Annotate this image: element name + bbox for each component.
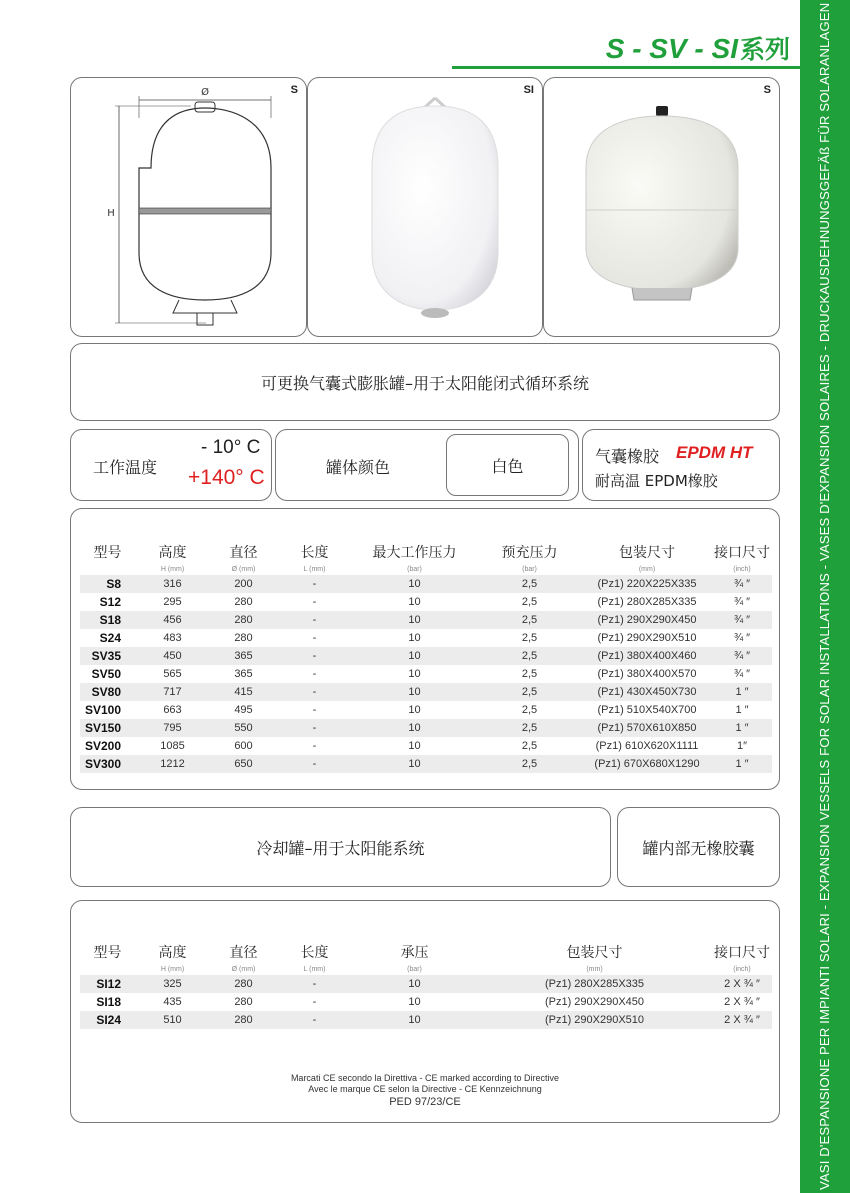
- section1-heading: 可更换气囊式膨胀罐–用于太阳能闭式循环系统: [260, 373, 589, 393]
- table1-header: 型号: [93, 544, 122, 560]
- table-row: [80, 575, 772, 593]
- table-cell: 10: [408, 668, 421, 680]
- table-cell: 10: [352, 683, 477, 701]
- table-cell: 1 ″: [712, 755, 772, 773]
- table2-unit: (bar): [407, 965, 422, 973]
- table-cell: 1 ″: [712, 719, 772, 737]
- table1-unit: [80, 563, 135, 575]
- table-cell: (Pz1) 570X610X850: [582, 719, 712, 737]
- table-cell: (Pz1) 610X620X1111: [595, 740, 699, 752]
- table2-header: 长度: [300, 944, 329, 960]
- table1-unit: (bar): [522, 565, 537, 573]
- table-row: [80, 755, 772, 773]
- page-title: [606, 30, 790, 66]
- table-cell: 2,5: [477, 755, 582, 773]
- table-row: [80, 1011, 772, 1029]
- model-cell: SV100: [84, 703, 121, 717]
- table2-unit: [80, 963, 135, 975]
- table-cell: (Pz1) 220X225X335: [582, 575, 712, 593]
- photo-si-tag: SI: [523, 84, 534, 96]
- table-cell: -: [312, 740, 317, 752]
- temp-max: +140° C: [188, 466, 265, 489]
- table-cell: 2,5: [477, 683, 582, 701]
- table-cell: 316: [135, 575, 210, 593]
- table-cell: 2 X ¾ ″: [712, 975, 772, 993]
- table-cell: 365: [234, 668, 253, 680]
- table2-unit: L (mm): [303, 965, 326, 973]
- section2-note: 罐内部无橡胶囊: [642, 838, 755, 858]
- membrane-box: [582, 429, 780, 501]
- table-cell: 2,5: [521, 704, 538, 716]
- table2-unit: Ø (mm): [231, 965, 256, 973]
- table-cell: 10: [352, 719, 477, 737]
- table1-header: 直径: [229, 544, 258, 560]
- table2-header: 接口尺寸: [714, 944, 770, 960]
- table-row: [80, 975, 772, 993]
- s-vessel-illustration: [544, 78, 779, 336]
- table-row: [80, 665, 772, 683]
- section2-note-box: [617, 807, 780, 887]
- table-cell: 495: [234, 704, 253, 716]
- photo-s-tag: S: [763, 84, 771, 96]
- table-cell: 10: [408, 704, 421, 716]
- table-cell: 650: [210, 755, 277, 773]
- table-row: [80, 701, 772, 719]
- table2-header: 型号: [93, 944, 122, 960]
- table-cell: -: [312, 668, 317, 680]
- table2-unit: (mm): [586, 965, 603, 973]
- table-cell: 280: [210, 611, 277, 629]
- table-cell: -: [277, 575, 352, 593]
- table-cell: 550: [210, 719, 277, 737]
- table-cell: 795: [135, 719, 210, 737]
- membrane-brand: EPDM HT: [676, 443, 753, 462]
- table-cell: 10: [352, 611, 477, 629]
- table-cell: 450: [135, 647, 210, 665]
- table-cell: 1 ″: [735, 704, 749, 716]
- model-cell: SV200: [84, 739, 121, 753]
- ce-line-1: Marcati CE secondo la Direttiva - CE marked according to Directive: [290, 1073, 560, 1083]
- table1-header: 包装尺寸: [619, 544, 675, 560]
- table1-unit: (mm): [638, 565, 656, 573]
- ce-line-2: Avec le marque CE selon la Directive - CE Kennzeichnung: [308, 1084, 542, 1094]
- table-cell: 663: [163, 704, 182, 716]
- model-cell: S12: [99, 595, 121, 609]
- color-value: 白色: [491, 456, 524, 476]
- si-vessel-illustration: [308, 78, 542, 336]
- table-cell: 280: [234, 632, 253, 644]
- model-cell: S18: [80, 611, 135, 629]
- table-cell: 510: [135, 1011, 210, 1029]
- table-cell: 1085: [160, 740, 185, 752]
- table-cell: 2,5: [477, 575, 582, 593]
- table-row: [80, 993, 772, 1011]
- membrane-desc: 耐高温 EPDM橡胶: [595, 472, 718, 490]
- model-cell: SV50: [91, 667, 121, 681]
- table-cell: 600: [234, 740, 253, 752]
- table-cell: 1″: [736, 740, 747, 752]
- table-cell: 280: [234, 996, 253, 1008]
- table-cell: -: [277, 611, 352, 629]
- table-cell: 415: [210, 683, 277, 701]
- table-cell: -: [312, 704, 317, 716]
- color-value-box: [446, 434, 569, 496]
- table-row: [80, 647, 772, 665]
- table-row: [80, 683, 772, 701]
- table-cell: (Pz1) 380X400X570: [597, 668, 697, 680]
- model-cell: SV150: [80, 719, 135, 737]
- table1-unit-row: [80, 563, 772, 575]
- specs-table-si: [80, 941, 772, 1029]
- table-cell: -: [277, 975, 352, 993]
- table-cell: 10: [408, 996, 421, 1008]
- table1-header: 预充压力: [501, 544, 558, 560]
- table-cell: 10: [352, 1011, 477, 1029]
- table1-header: 长度: [300, 544, 329, 560]
- table-cell: 10: [352, 575, 477, 593]
- table-cell: 2,5: [477, 611, 582, 629]
- table-cell: 325: [135, 975, 210, 993]
- color-label: 罐体颜色: [326, 458, 391, 477]
- table1-unit: H (mm): [160, 565, 185, 573]
- table-cell: 2,5: [521, 668, 538, 680]
- tank-color-box: [275, 429, 579, 501]
- table-cell: (Pz1) 510X540X700: [597, 704, 697, 716]
- model-cell: SI24: [80, 1011, 135, 1029]
- table2-header: 高度: [158, 944, 187, 960]
- table1-body: [80, 575, 772, 773]
- model-cell: SV35: [80, 647, 135, 665]
- model-cell: S8: [80, 575, 135, 593]
- vessel-diagram-svg: [71, 78, 306, 336]
- temp-label: 工作温度: [93, 458, 158, 477]
- table-cell: (Pz1) 290X290X450: [582, 611, 712, 629]
- table-cell: 2,5: [477, 719, 582, 737]
- table-cell: 10: [352, 755, 477, 773]
- model-cell: SI18: [96, 995, 121, 1009]
- table1-unit: (inch): [733, 565, 751, 573]
- title-cn: 系列: [739, 36, 790, 64]
- sidebar-text: VASI D'ESPANSIONE PER IMPIANTI SOLARI - EXPANSION VESSELS FOR SOLAR INSTALLATIONS - VASES D'EXPANSION SOLAIRES - DRUCKAUSDEHNUNGSGEFÄß FÜR SOLARANLAGEN: [817, 2, 832, 1190]
- table-cell: (Pz1) 290X290X510: [597, 632, 697, 644]
- table-cell: 10: [408, 596, 421, 608]
- table1-unit: Ø (mm): [231, 565, 256, 573]
- table-row: [80, 719, 772, 737]
- table-cell: 456: [135, 611, 210, 629]
- table2-unit: (inch): [733, 965, 751, 973]
- table-cell: 200: [210, 575, 277, 593]
- table-cell: (Pz1) 280X285X335: [477, 975, 712, 993]
- temp-min: - 10° C: [201, 437, 261, 458]
- table-cell: -: [312, 632, 317, 644]
- table-row: [80, 611, 772, 629]
- table-cell: 10: [352, 975, 477, 993]
- table-cell: 483: [163, 632, 182, 644]
- table2-unit: H (mm): [160, 965, 185, 973]
- table1-unit: (bar): [407, 565, 422, 573]
- table-cell: 280: [210, 975, 277, 993]
- section2-heading: 冷却罐–用于太阳能系统: [256, 838, 425, 858]
- ce-line-3: PED 97/23/CE: [389, 1096, 461, 1108]
- table-cell: 10: [408, 632, 421, 644]
- table-cell: ¾ ″: [733, 596, 751, 608]
- table2-header: 承压: [400, 944, 429, 960]
- table-cell: 717: [135, 683, 210, 701]
- table-cell: (Pz1) 380X400X460: [582, 647, 712, 665]
- table-cell: 2 X ¾ ″: [712, 1011, 772, 1029]
- table1-header: 接口尺寸: [714, 544, 770, 560]
- table-cell: -: [277, 719, 352, 737]
- table-row: [80, 629, 772, 647]
- temperature-box: [70, 429, 272, 501]
- table-cell: 280: [210, 1011, 277, 1029]
- table-cell: 295: [163, 596, 182, 608]
- table-cell: 365: [210, 647, 277, 665]
- table2-header: 包装尺寸: [566, 944, 623, 960]
- table-cell: 1212: [135, 755, 210, 773]
- section2-heading-box: [70, 807, 611, 887]
- table-cell: (Pz1) 670X680X1290: [582, 755, 712, 773]
- table-cell: 2,5: [521, 632, 538, 644]
- technical-diagram: [70, 77, 307, 337]
- table-cell: 2 X ¾ ″: [724, 996, 760, 1008]
- table-cell: ¾ ″: [733, 632, 751, 644]
- table-cell: -: [277, 683, 352, 701]
- table-cell: 1 ″: [712, 683, 772, 701]
- table1-header-row: [80, 541, 772, 563]
- table-cell: 2,5: [477, 647, 582, 665]
- model-cell: S24: [99, 631, 121, 645]
- table-cell: -: [277, 1011, 352, 1029]
- table-cell: (Pz1) 290X290X510: [477, 1011, 712, 1029]
- table-cell: ¾ ″: [712, 647, 772, 665]
- table-cell: ¾ ″: [733, 668, 751, 680]
- table-row: [80, 593, 772, 611]
- model-cell: SV300: [80, 755, 135, 773]
- table-cell: 2,5: [521, 740, 538, 752]
- dim-height-label: H: [107, 208, 115, 219]
- table-cell: ¾ ″: [712, 611, 772, 629]
- ce-note: [72, 1073, 778, 1108]
- table-cell: (Pz1) 290X290X450: [544, 996, 645, 1008]
- table-cell: -: [277, 647, 352, 665]
- model-cell: SI12: [80, 975, 135, 993]
- table-cell: 280: [234, 596, 253, 608]
- table-cell: 2,5: [521, 596, 538, 608]
- table-cell: 10: [408, 740, 421, 752]
- table2-header-row: [80, 941, 772, 963]
- specs-table-s-sv: [80, 541, 772, 773]
- title-underline: [452, 66, 800, 69]
- table-cell: 10: [352, 647, 477, 665]
- photo-s-vessel: [543, 77, 780, 337]
- table-cell: -: [312, 996, 317, 1008]
- section1-heading-box: [70, 343, 780, 421]
- table-cell: 435: [163, 996, 182, 1008]
- table-cell: (Pz1) 430X450X730: [582, 683, 712, 701]
- table-cell: ¾ ″: [712, 575, 772, 593]
- table2-header: 直径: [229, 944, 258, 960]
- table-cell: -: [312, 596, 317, 608]
- table2-body: [80, 975, 772, 1029]
- table-cell: 565: [163, 668, 182, 680]
- title-latin: S - SV - SI: [605, 33, 738, 64]
- table-cell: -: [277, 755, 352, 773]
- diagram-tag: S: [290, 84, 298, 96]
- membrane-label: 气囊橡胶: [595, 447, 660, 466]
- photo-si-vessel: [307, 77, 543, 337]
- dim-diameter-label: Ø: [201, 87, 209, 98]
- table2-unit-row: [80, 963, 772, 975]
- table1-header: 高度: [158, 544, 187, 560]
- table-row: [80, 737, 772, 755]
- table1-unit: L (mm): [303, 565, 326, 573]
- table1-header: 最大工作压力: [372, 544, 457, 560]
- model-cell: SV80: [80, 683, 135, 701]
- table-cell: (Pz1) 280X285X335: [597, 596, 697, 608]
